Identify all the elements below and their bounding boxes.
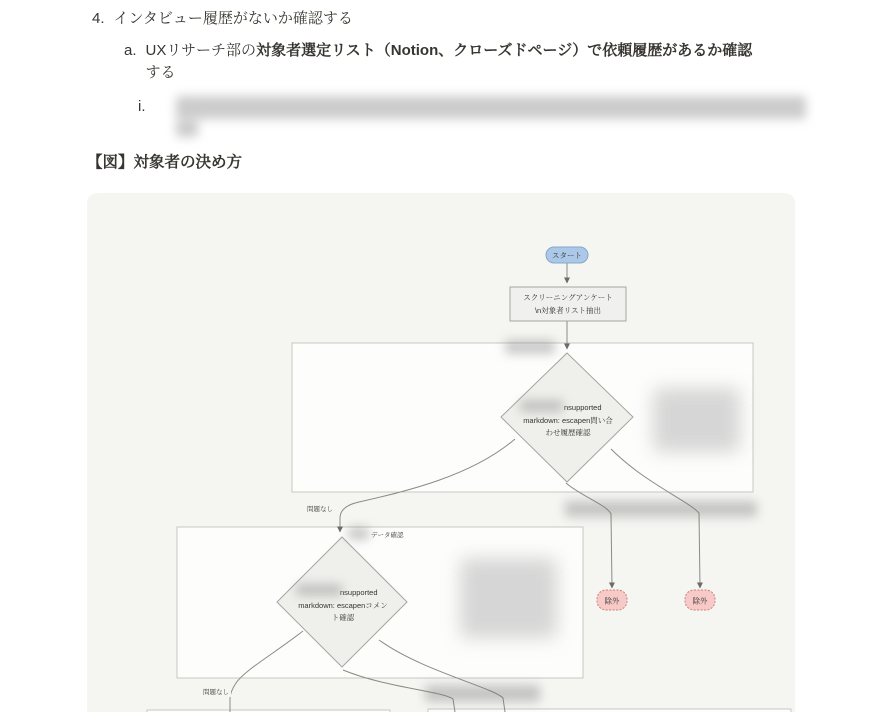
list-item-4a-text bbox=[146, 40, 753, 84]
start-node-label: スタート bbox=[552, 251, 582, 260]
redacted-edge-labels-1 bbox=[565, 501, 757, 517]
figure-heading: 【図】対象者の決め方 bbox=[87, 154, 243, 171]
list-item-4-text: インタビュー履歴がないか確認する bbox=[113, 10, 353, 27]
redacted-edge-labels-2 bbox=[425, 685, 540, 702]
flowchart-image[interactable] bbox=[87, 193, 795, 712]
decision1-line1: nsupported bbox=[564, 403, 602, 412]
exclude-left-label: 除外 bbox=[604, 596, 620, 606]
list-marker-4a: a. bbox=[124, 42, 137, 59]
redacted-decision2-prefix bbox=[296, 584, 342, 596]
redacted-subgraph2-title-prefix bbox=[348, 527, 369, 540]
list-marker-4: 4. bbox=[92, 10, 105, 27]
decision2-line3: ト確認 bbox=[331, 613, 355, 622]
redacted-note-2 bbox=[460, 558, 557, 638]
redacted-decision1-prefix bbox=[520, 400, 563, 412]
list-item-4ai bbox=[138, 96, 155, 118]
list-item-4 bbox=[92, 8, 353, 30]
redacted-text-line1 bbox=[176, 96, 806, 119]
screening-node-line2: \n対象者リスト抽出 bbox=[534, 306, 602, 315]
screening-node-line1: スクリーニングアンケート bbox=[523, 293, 613, 302]
decision1-line2: markdown: escapen問い合 bbox=[523, 416, 613, 425]
redacted-note-1 bbox=[653, 388, 740, 452]
exclude-right-label: 除外 bbox=[692, 596, 708, 606]
decision2-line1: nsupported bbox=[340, 588, 378, 597]
edge-label-ok1: 問題なし bbox=[307, 506, 333, 513]
list-item-4a bbox=[124, 40, 824, 84]
list-item-4a-line2: する bbox=[145, 63, 176, 81]
list-item-4a-normal: UXリサーチ部の bbox=[145, 42, 257, 59]
edge-label-ok2: 問題なし bbox=[203, 689, 229, 696]
flowchart-canvas bbox=[87, 193, 795, 712]
redacted-subgraph1-title bbox=[505, 340, 555, 354]
subgraph2-title: データ確認 bbox=[371, 532, 404, 539]
redacted-text-line2 bbox=[176, 120, 198, 137]
list-item-4a-bold: 対象者選定リスト（Notion、クローズドページ）で依頼履歴があるか確認 bbox=[256, 42, 753, 59]
decision2-line2: markdown: escapenコメン bbox=[298, 601, 388, 610]
decision1-line3: わせ履歴確認 bbox=[545, 428, 591, 437]
list-marker-4ai: i. bbox=[138, 98, 146, 115]
